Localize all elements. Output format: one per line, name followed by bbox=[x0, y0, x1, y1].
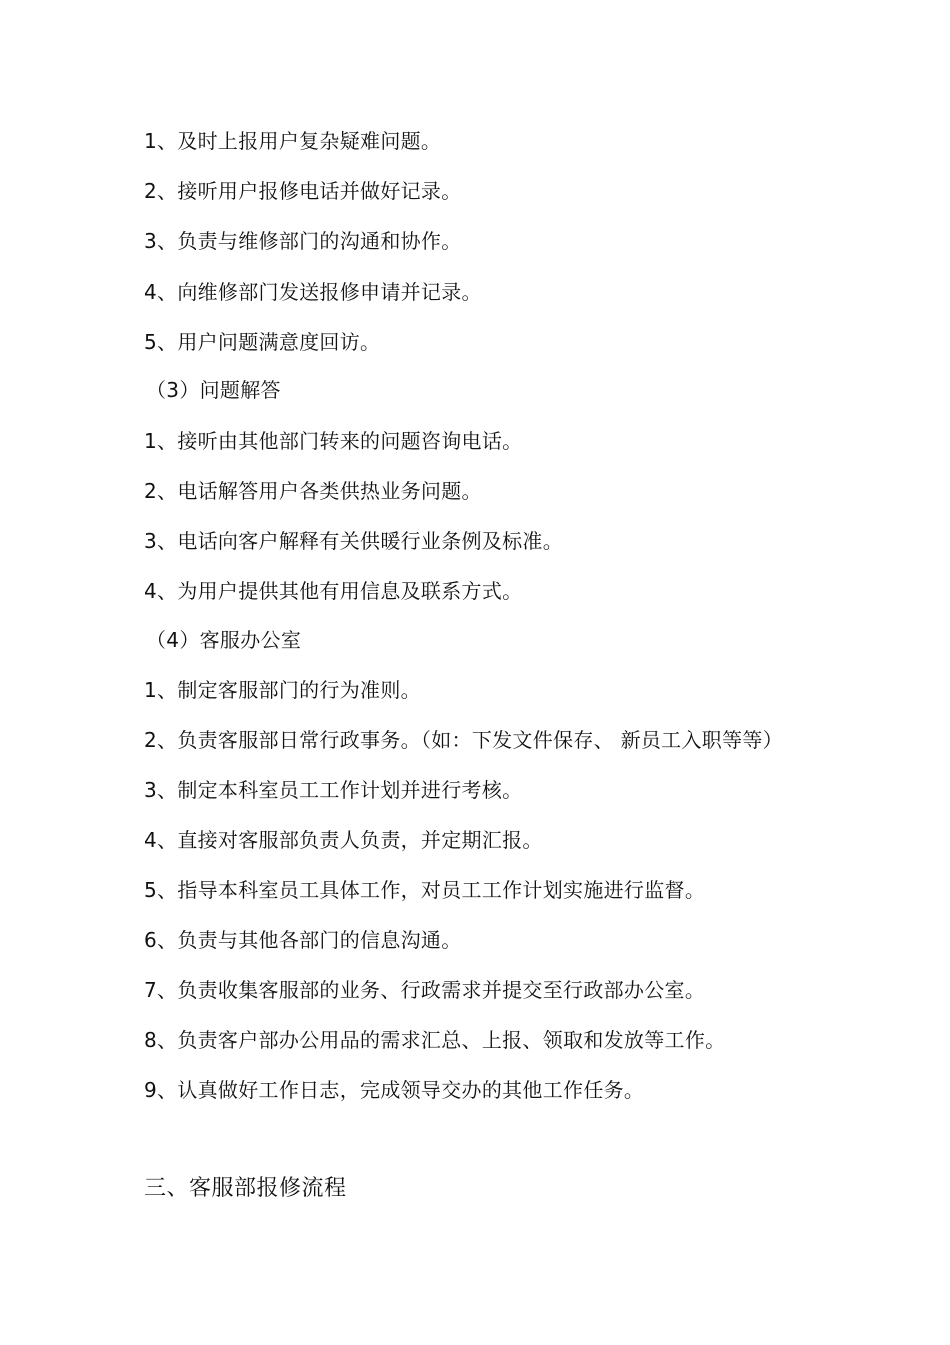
answer-item-4: 4、为用户提供其他有用信息及联系方式。 bbox=[144, 579, 523, 603]
office-item-7: 7、负责收集客服部的业务、行政需求并提交至行政部办公室。 bbox=[144, 978, 706, 1002]
answer-item-3: 3、电话向客户解释有关供暖行业条例及标准。 bbox=[144, 529, 564, 553]
office-item-5: 5、指导本科室员工具体工作，对员工工作计划实施进行监督。 bbox=[144, 878, 706, 902]
subsection-heading-3: （3）问题解答 bbox=[146, 378, 281, 402]
repair-item-1: 1、及时上报用户复杂疑难问题。 bbox=[144, 129, 442, 153]
office-item-2: 2、负责客服部日常行政事务。（如：下发文件保存、 新员工入职等等） bbox=[144, 728, 783, 752]
office-item-6: 6、负责与其他各部门的信息沟通。 bbox=[144, 928, 462, 952]
section-heading: 三、客服部报修流程 bbox=[144, 1176, 347, 1201]
repair-item-3: 3、负责与维修部门的沟通和协作。 bbox=[144, 229, 462, 253]
repair-item-4: 4、向维修部门发送报修申请并记录。 bbox=[144, 280, 482, 304]
repair-item-5: 5、用户问题满意度回访。 bbox=[144, 330, 381, 354]
office-item-3: 3、制定本科室员工工作计划并进行考核。 bbox=[144, 778, 523, 802]
office-item-1: 1、制定客服部门的行为准则。 bbox=[144, 678, 421, 702]
office-item-8: 8、负责客户部办公用品的需求汇总、上报、领取和发放等工作。 bbox=[144, 1028, 726, 1052]
answer-item-2: 2、电话解答用户各类供热业务问题。 bbox=[144, 479, 482, 503]
answer-item-1: 1、接听由其他部门转来的问题咨询电话。 bbox=[144, 429, 523, 453]
office-item-4: 4、直接对客服部负责人负责，并定期汇报。 bbox=[144, 828, 543, 852]
subsection-heading-4: （4）客服办公室 bbox=[146, 628, 302, 652]
repair-item-2: 2、接听用户报修电话并做好记录。 bbox=[144, 179, 462, 203]
office-item-9: 9、认真做好工作日志，完成领导交办的其他工作任务。 bbox=[144, 1078, 645, 1102]
